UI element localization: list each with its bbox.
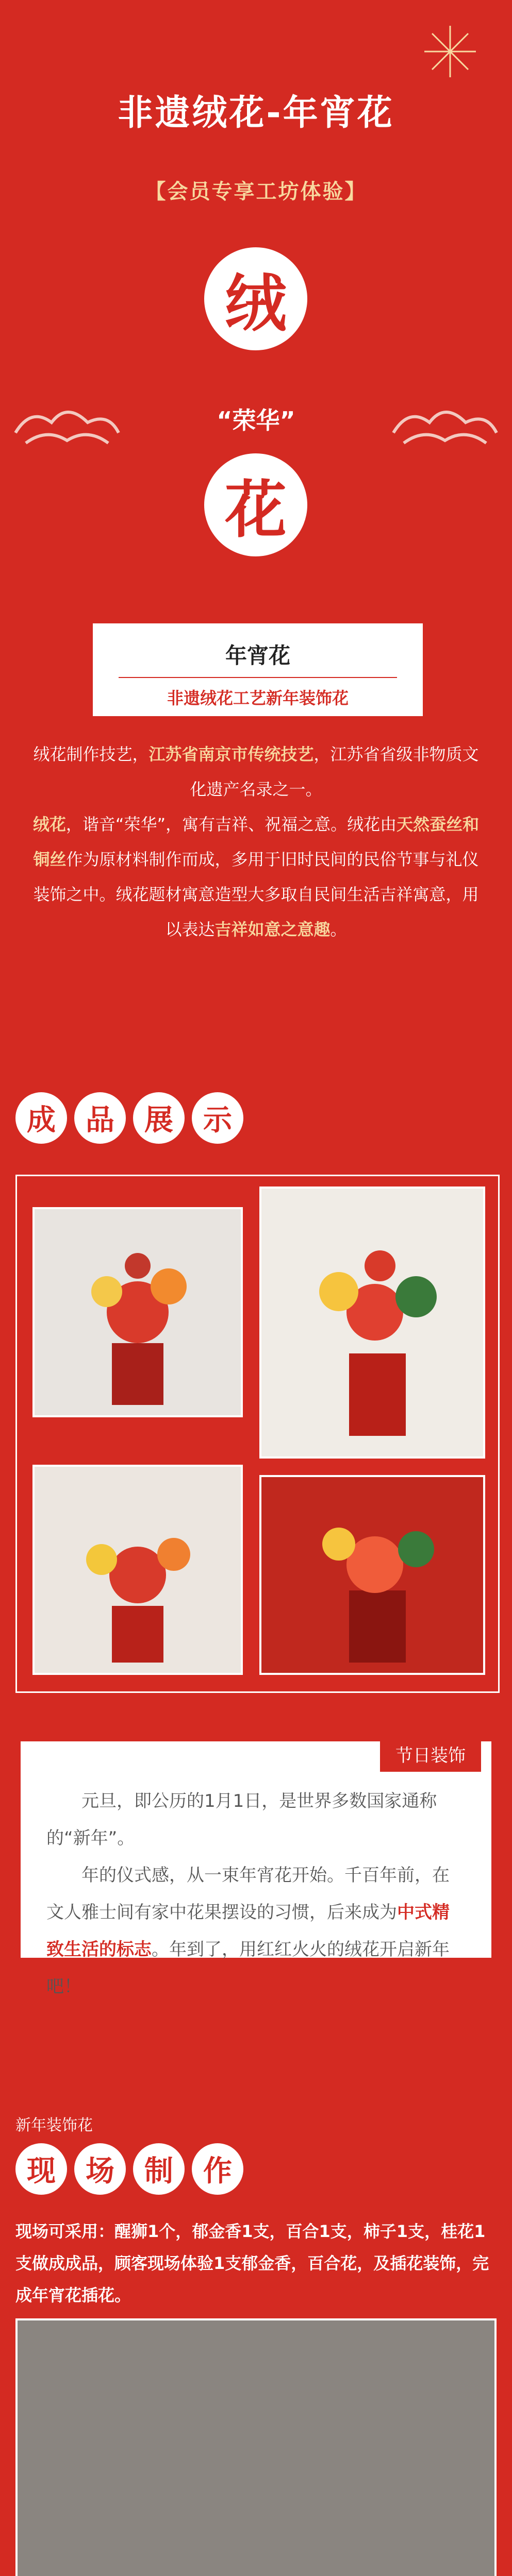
product-photo xyxy=(259,1187,485,1459)
divider xyxy=(119,677,397,678)
section-heading-char: 作 xyxy=(192,2143,243,2195)
intro-text-highlight: 绒花 xyxy=(32,815,66,834)
festival-caption: 新年装饰花 xyxy=(15,2116,93,2134)
intro-card-subtitle: 非遗绒花工艺新年装饰花 xyxy=(167,688,349,708)
section-heading-products xyxy=(15,1092,243,1144)
intro-text-part: 绒花由 xyxy=(347,815,397,834)
intro-card xyxy=(93,623,423,716)
product-photo xyxy=(32,1207,243,1417)
intro-text-part: 绒花制作技艺， xyxy=(33,744,149,764)
section-heading-char: 展 xyxy=(133,1092,185,1144)
intro-text-part: 。 xyxy=(330,920,347,939)
page-subtitle: 【会员专享工坊体验】 xyxy=(145,180,367,204)
cloud-right-icon xyxy=(388,392,502,453)
section-heading-char: 示 xyxy=(192,1092,243,1144)
festival-paragraph xyxy=(46,1857,466,2005)
section-heading-char: 成 xyxy=(15,1092,67,1144)
section-heading-char: 品 xyxy=(74,1092,126,1144)
char-circle-rong: 绒 xyxy=(204,247,307,350)
cloud-left-icon xyxy=(10,392,124,453)
intro-text-part: ，用以表达 xyxy=(165,885,479,939)
intro-text-highlight: 吉祥如意之意趣 xyxy=(214,920,331,939)
festival-card xyxy=(21,1741,491,1997)
product-gallery xyxy=(15,1175,500,1693)
festival-text-part: 。年到了，用红红火火的绒花开启新年吧！ xyxy=(46,1939,450,1997)
live-photo xyxy=(15,2318,497,2576)
festival-text-part: 年的仪式感，从一束年宵花开始。千百年前，在文人雅士间有家中花果摆设的习惯，后来成为 xyxy=(46,1865,450,1923)
char-circle-hua: 花 xyxy=(204,453,307,556)
product-photo xyxy=(32,1465,243,1675)
intro-text-part: 作为原材料制作而成，多用于旧时民间的民俗节事与礼仪装饰之中。绒花题材寓意造型大多取自民间生活吉祥寓意 xyxy=(33,850,479,904)
intro-text xyxy=(31,737,481,947)
festival-tag: 节日装饰 xyxy=(380,1736,481,1772)
intro-text-part: ，江苏省省级非物质文化遗产名录之一。 xyxy=(190,744,479,799)
section-heading-live xyxy=(15,2143,243,2195)
intro-text-highlight: 天然蚕丝和铜丝 xyxy=(33,815,480,869)
section-heading-char: 制 xyxy=(133,2143,185,2195)
page-title: 非遗绒花-年宵花 xyxy=(118,93,394,133)
festival-text-highlight: 中式精致生活的标志 xyxy=(46,1902,450,1960)
quote-ronghua: “荣华” xyxy=(217,406,295,434)
section-heading-char: 场 xyxy=(74,2143,126,2195)
intro-text-highlight: 江苏省南京市传统技艺 xyxy=(148,744,314,764)
intro-text-part: ，谐音“荣华”，寓有吉祥、祝福之意。 xyxy=(65,815,348,834)
section-heading-char: 现 xyxy=(15,2143,67,2195)
festival-paragraph: 元旦，即公历的1月1日，是世界多数国家通称的“新年”。 xyxy=(46,1791,437,1849)
intro-card-title: 年宵花 xyxy=(225,643,290,668)
firework-icon xyxy=(419,21,481,82)
live-text: 现场可采用：醒狮1个，郁金香1支，百合1支，柿子1支，桂花1支做成成品，顾客现场体验1支郁金香，百合花，及插花装饰，完成年宵花插花。 xyxy=(15,2222,489,2305)
product-photo xyxy=(259,1475,485,1675)
